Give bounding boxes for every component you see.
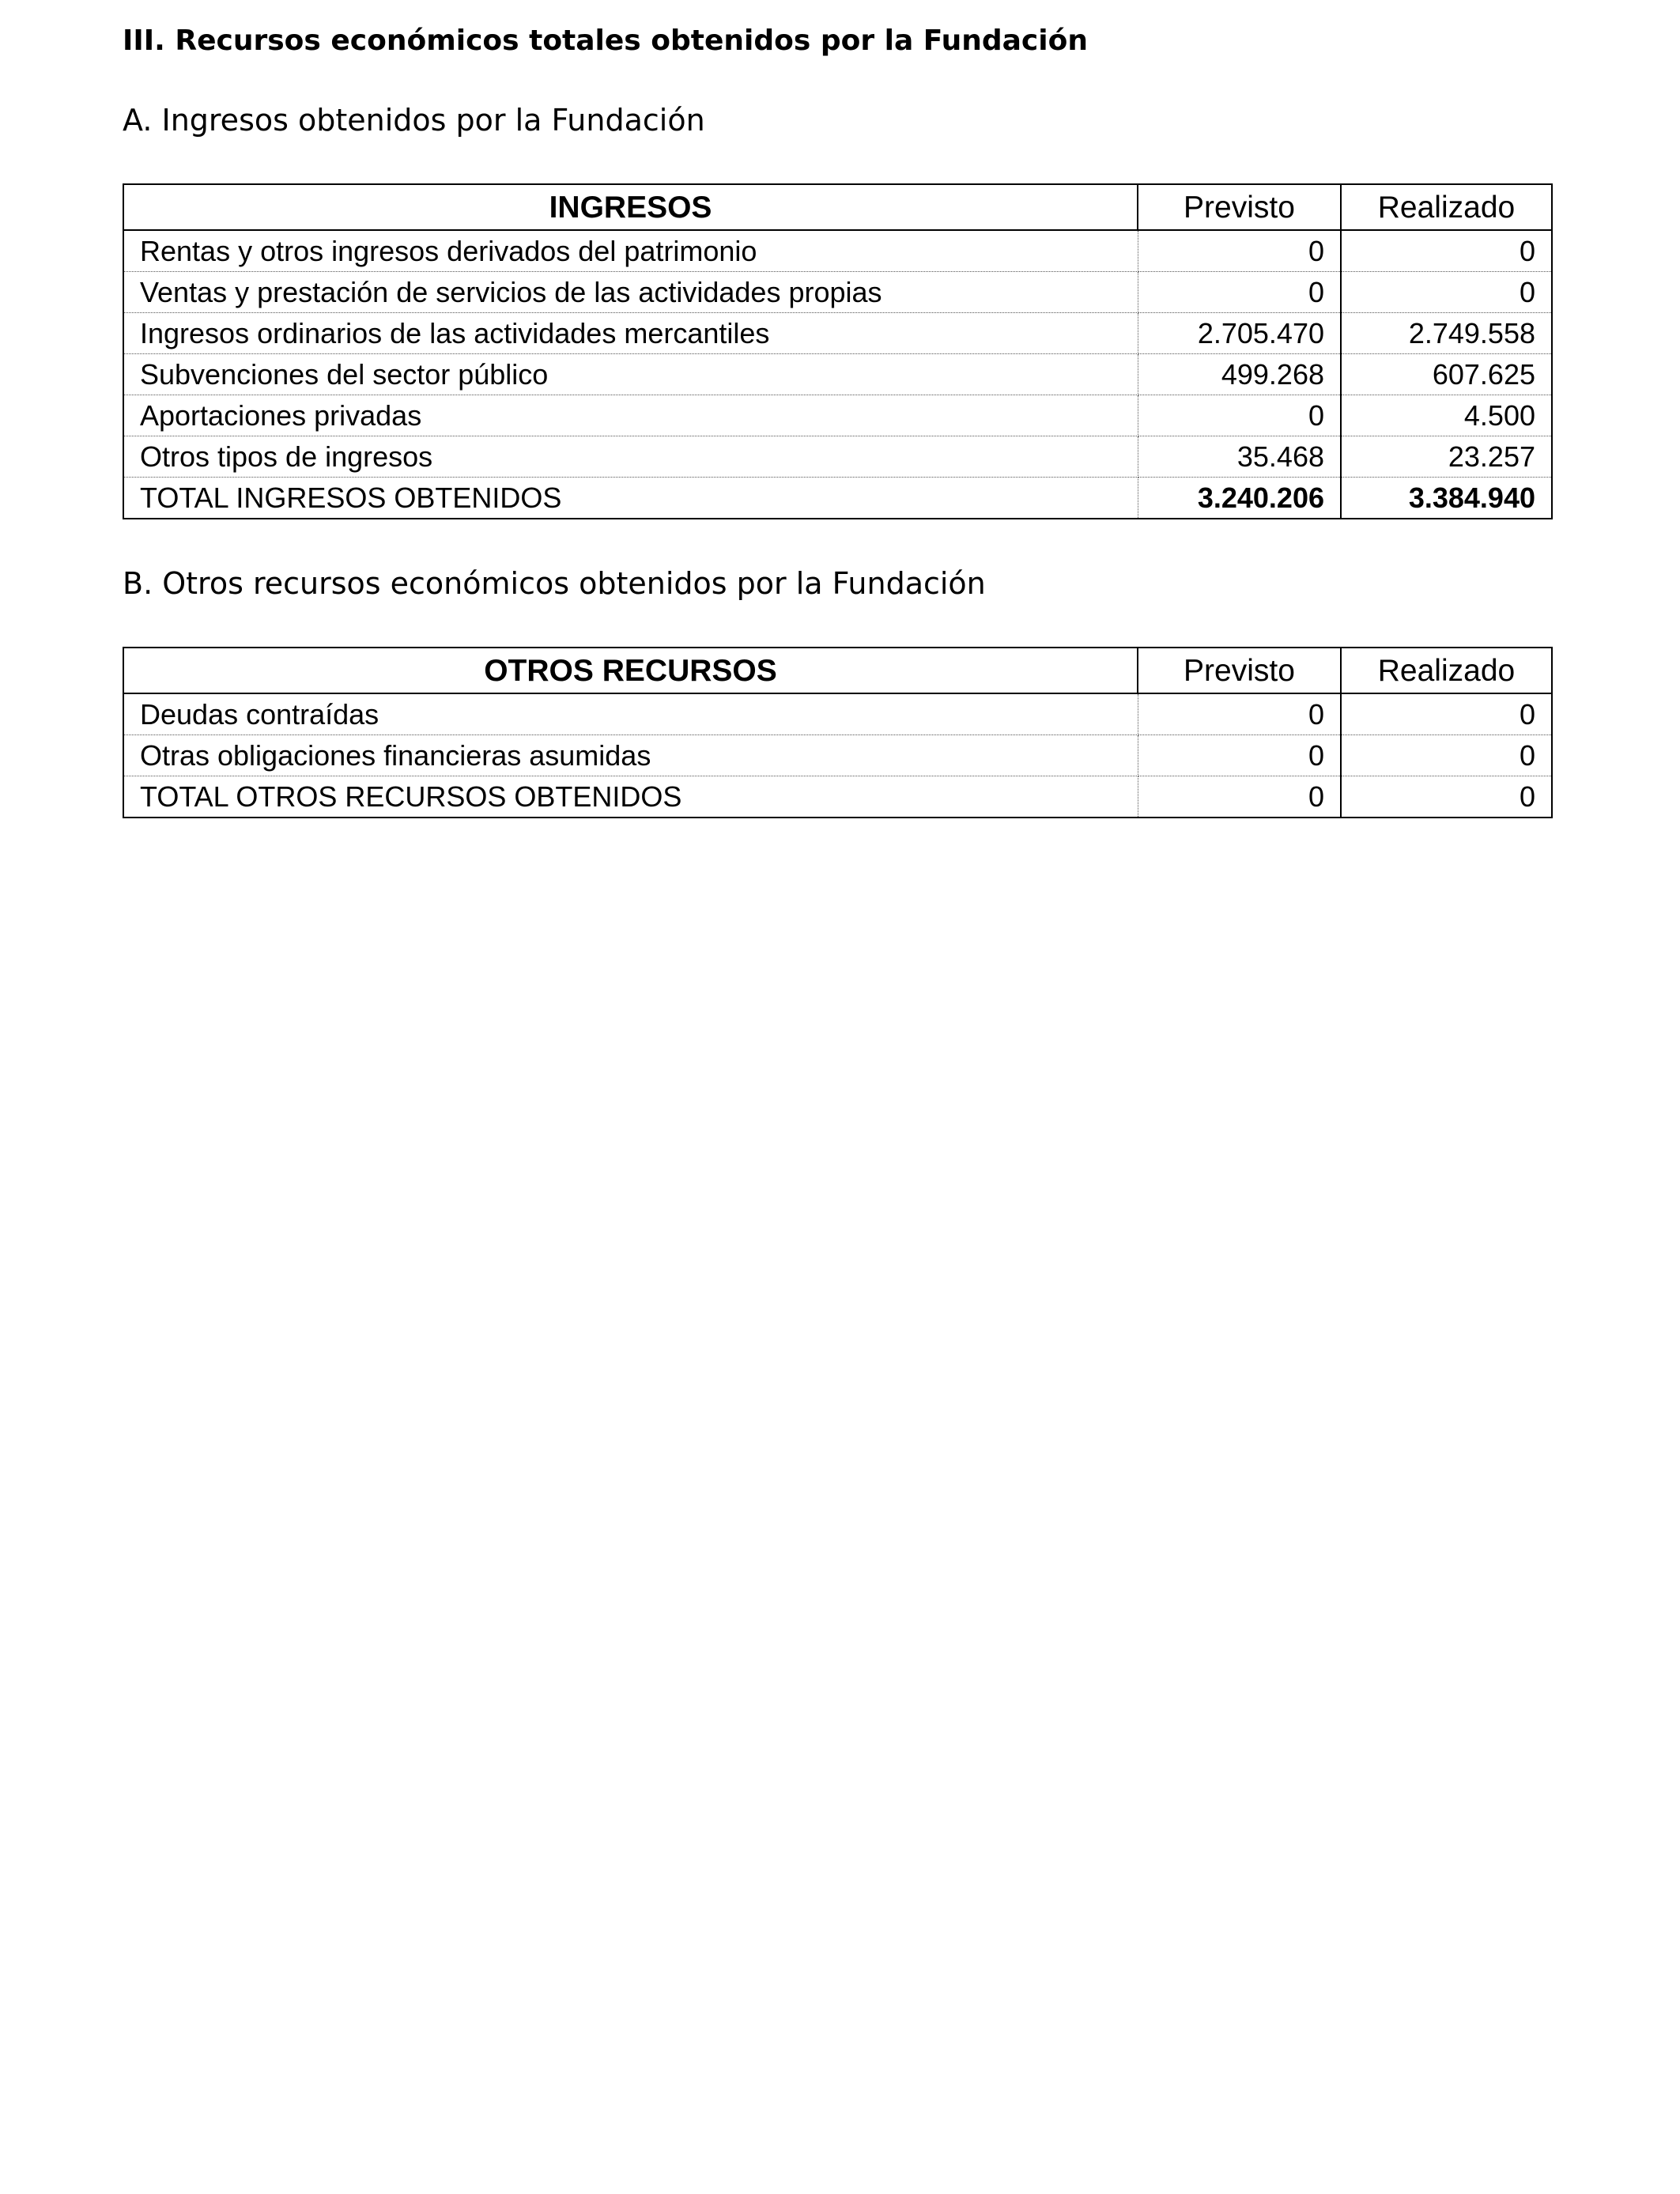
row-label: Aportaciones privadas: [123, 395, 1138, 436]
row-realizado: 0: [1341, 693, 1552, 735]
total-label: TOTAL INGRESOS OBTENIDOS: [123, 478, 1138, 519]
row-label: Otros tipos de ingresos: [123, 436, 1138, 478]
row-label: Deudas contraídas: [123, 693, 1138, 735]
table-row: [123, 735, 1552, 776]
total-row: [123, 478, 1552, 519]
table-row: [123, 395, 1552, 436]
row-previsto: 0: [1138, 735, 1341, 776]
row-label: Ingresos ordinarios de las actividades mercantiles: [123, 313, 1138, 354]
total-row: [123, 776, 1552, 818]
table-row: [123, 354, 1552, 395]
row-previsto: 499.268: [1138, 354, 1341, 395]
header-ingresos: INGRESOS: [123, 184, 1138, 230]
row-previsto: 35.468: [1138, 436, 1341, 478]
row-previsto: 2.705.470: [1138, 313, 1341, 354]
row-realizado: 2.749.558: [1341, 313, 1552, 354]
row-previsto: 0: [1138, 693, 1341, 735]
header-realizado: Realizado: [1341, 184, 1552, 230]
row-previsto: 0: [1138, 395, 1341, 436]
table-header-row: [123, 184, 1552, 230]
header-realizado: Realizado: [1341, 648, 1552, 693]
row-label: Otras obligaciones financieras asumidas: [123, 735, 1138, 776]
section-title: III. Recursos económicos totales obtenidos por la Fundación: [123, 25, 1088, 57]
header-previsto: Previsto: [1138, 648, 1341, 693]
total-realizado: 3.384.940: [1341, 478, 1552, 519]
row-realizado: 0: [1341, 230, 1552, 272]
row-label: Subvenciones del sector público: [123, 354, 1138, 395]
row-label: Rentas y otros ingresos derivados del patrimonio: [123, 230, 1138, 272]
table-row: [123, 693, 1552, 735]
header-otros-recursos: OTROS RECURSOS: [123, 648, 1138, 693]
total-previsto: 0: [1138, 776, 1341, 818]
header-previsto: Previsto: [1138, 184, 1341, 230]
total-realizado: 0: [1341, 776, 1552, 818]
row-realizado: 4.500: [1341, 395, 1552, 436]
table-row: [123, 313, 1552, 354]
row-realizado: 0: [1341, 735, 1552, 776]
total-previsto: 3.240.206: [1138, 478, 1341, 519]
ingresos-table: [123, 183, 1553, 519]
row-realizado: 23.257: [1341, 436, 1552, 478]
table-row: [123, 436, 1552, 478]
subtitle-otros-recursos: B. Otros recursos económicos obtenidos por la Fundación: [123, 566, 986, 601]
row-realizado: 0: [1341, 272, 1552, 313]
otros-recursos-table: [123, 647, 1553, 818]
table-row: [123, 230, 1552, 272]
subtitle-ingresos: A. Ingresos obtenidos por la Fundación: [123, 103, 705, 138]
row-previsto: 0: [1138, 230, 1341, 272]
row-previsto: 0: [1138, 272, 1341, 313]
total-label: TOTAL OTROS RECURSOS OBTENIDOS: [123, 776, 1138, 818]
table-row: [123, 272, 1552, 313]
row-realizado: 607.625: [1341, 354, 1552, 395]
table-header-row: [123, 648, 1552, 693]
row-label: Ventas y prestación de servicios de las actividades propias: [123, 272, 1138, 313]
